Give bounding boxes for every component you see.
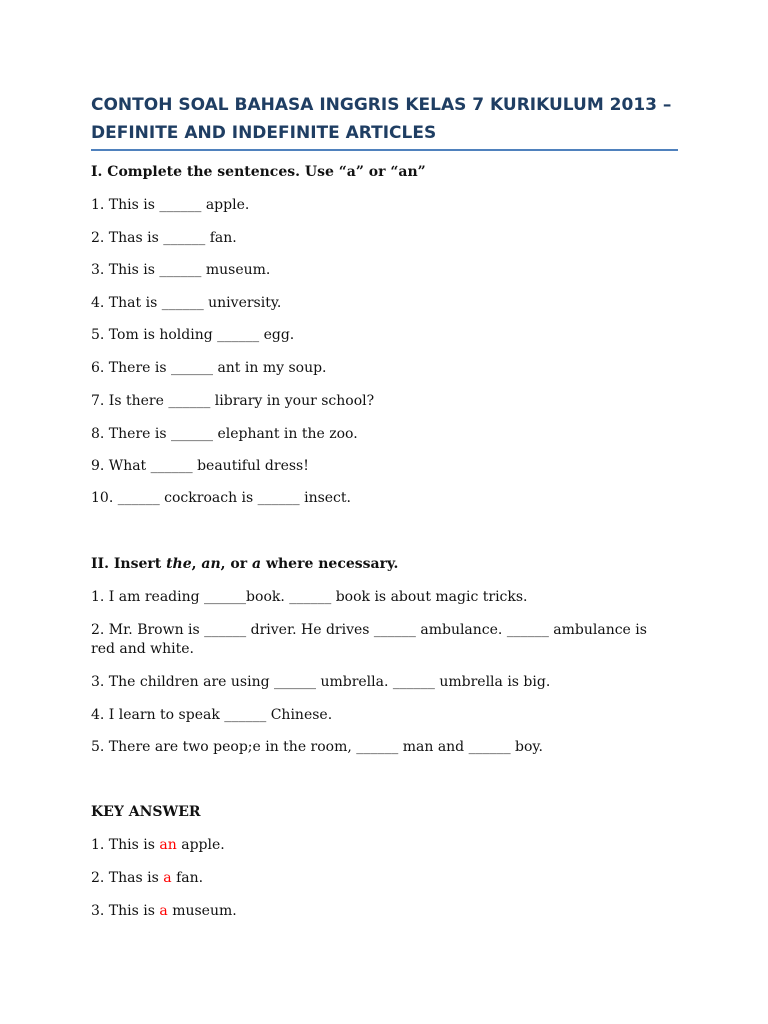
section-2-item: 4. I learn to speak ______ Chinese. bbox=[91, 707, 333, 723]
key-answer-item bbox=[91, 869, 203, 888]
key-answer-text: 2. Thas is bbox=[91, 870, 164, 886]
section-1-item: 6. There is ______ ant in my soup. bbox=[91, 360, 327, 376]
section-2-item: 1. I am reading ______book. ______ book is about magic tricks. bbox=[91, 589, 528, 605]
key-answer-text: museum. bbox=[167, 903, 237, 919]
key-answer-value: a bbox=[163, 870, 172, 886]
section-2-item: 5. There are two peop;e in the room, ______ man and ______ boy. bbox=[91, 739, 543, 755]
section-1-item: 7. Is there ______ library in your school? bbox=[91, 393, 375, 409]
title-line-1: CONTOH SOAL BAHASA INGGRIS KELAS 7 KURIKULUM 2013 – bbox=[91, 95, 672, 115]
key-answer-text: fan. bbox=[171, 870, 204, 886]
key-answer-text: 1. This is bbox=[91, 837, 160, 853]
section-2-heading-the: the bbox=[166, 556, 192, 572]
key-answer-value: a bbox=[159, 903, 168, 919]
key-answer-text: 3. This is bbox=[91, 903, 160, 919]
key-answer-value: an bbox=[159, 837, 177, 853]
section-2-heading-sep: , bbox=[191, 556, 202, 572]
section-2-heading-a: a bbox=[252, 556, 262, 572]
section-1-item: 1. This is ______ apple. bbox=[91, 197, 250, 213]
section-1-item: 5. Tom is holding ______ egg. bbox=[91, 327, 295, 343]
section-1-item: 2. Thas is ______ fan. bbox=[91, 230, 237, 246]
title-line-2: DEFINITE AND INDEFINITE ARTICLES bbox=[91, 123, 437, 143]
title-underline bbox=[91, 149, 678, 151]
key-answer-item bbox=[91, 902, 237, 921]
section-1-item: 3. This is ______ museum. bbox=[91, 262, 271, 278]
section-2-heading bbox=[91, 555, 398, 574]
section-1-heading: I. Complete the sentences. Use “a” or “an” bbox=[91, 164, 426, 180]
section-2-item: 3. The children are using ______ umbrella. ______ umbrella is big. bbox=[91, 674, 551, 690]
section-2-heading-suffix: where necessary. bbox=[261, 556, 399, 572]
section-1-item: 9. What ______ beautiful dress! bbox=[91, 458, 309, 474]
section-1-item: 8. There is ______ elephant in the zoo. bbox=[91, 426, 358, 442]
section-2-heading-sep: , or bbox=[220, 556, 252, 572]
document-title bbox=[91, 91, 691, 147]
section-2-item: 2. Mr. Brown is ______ driver. He drives ______ ambulance. ______ ambulance is red and white. bbox=[91, 622, 647, 657]
section-1-item: 10. ______ cockroach is ______ insect. bbox=[91, 490, 351, 506]
section-2-heading-an: an bbox=[201, 556, 221, 572]
section-2-heading-prefix: II. Insert bbox=[91, 556, 167, 572]
section-1-item: 4. That is ______ university. bbox=[91, 295, 282, 311]
key-answer-text: apple. bbox=[176, 837, 225, 853]
key-answer-item bbox=[91, 836, 225, 855]
key-answer-heading: KEY ANSWER bbox=[91, 804, 201, 820]
